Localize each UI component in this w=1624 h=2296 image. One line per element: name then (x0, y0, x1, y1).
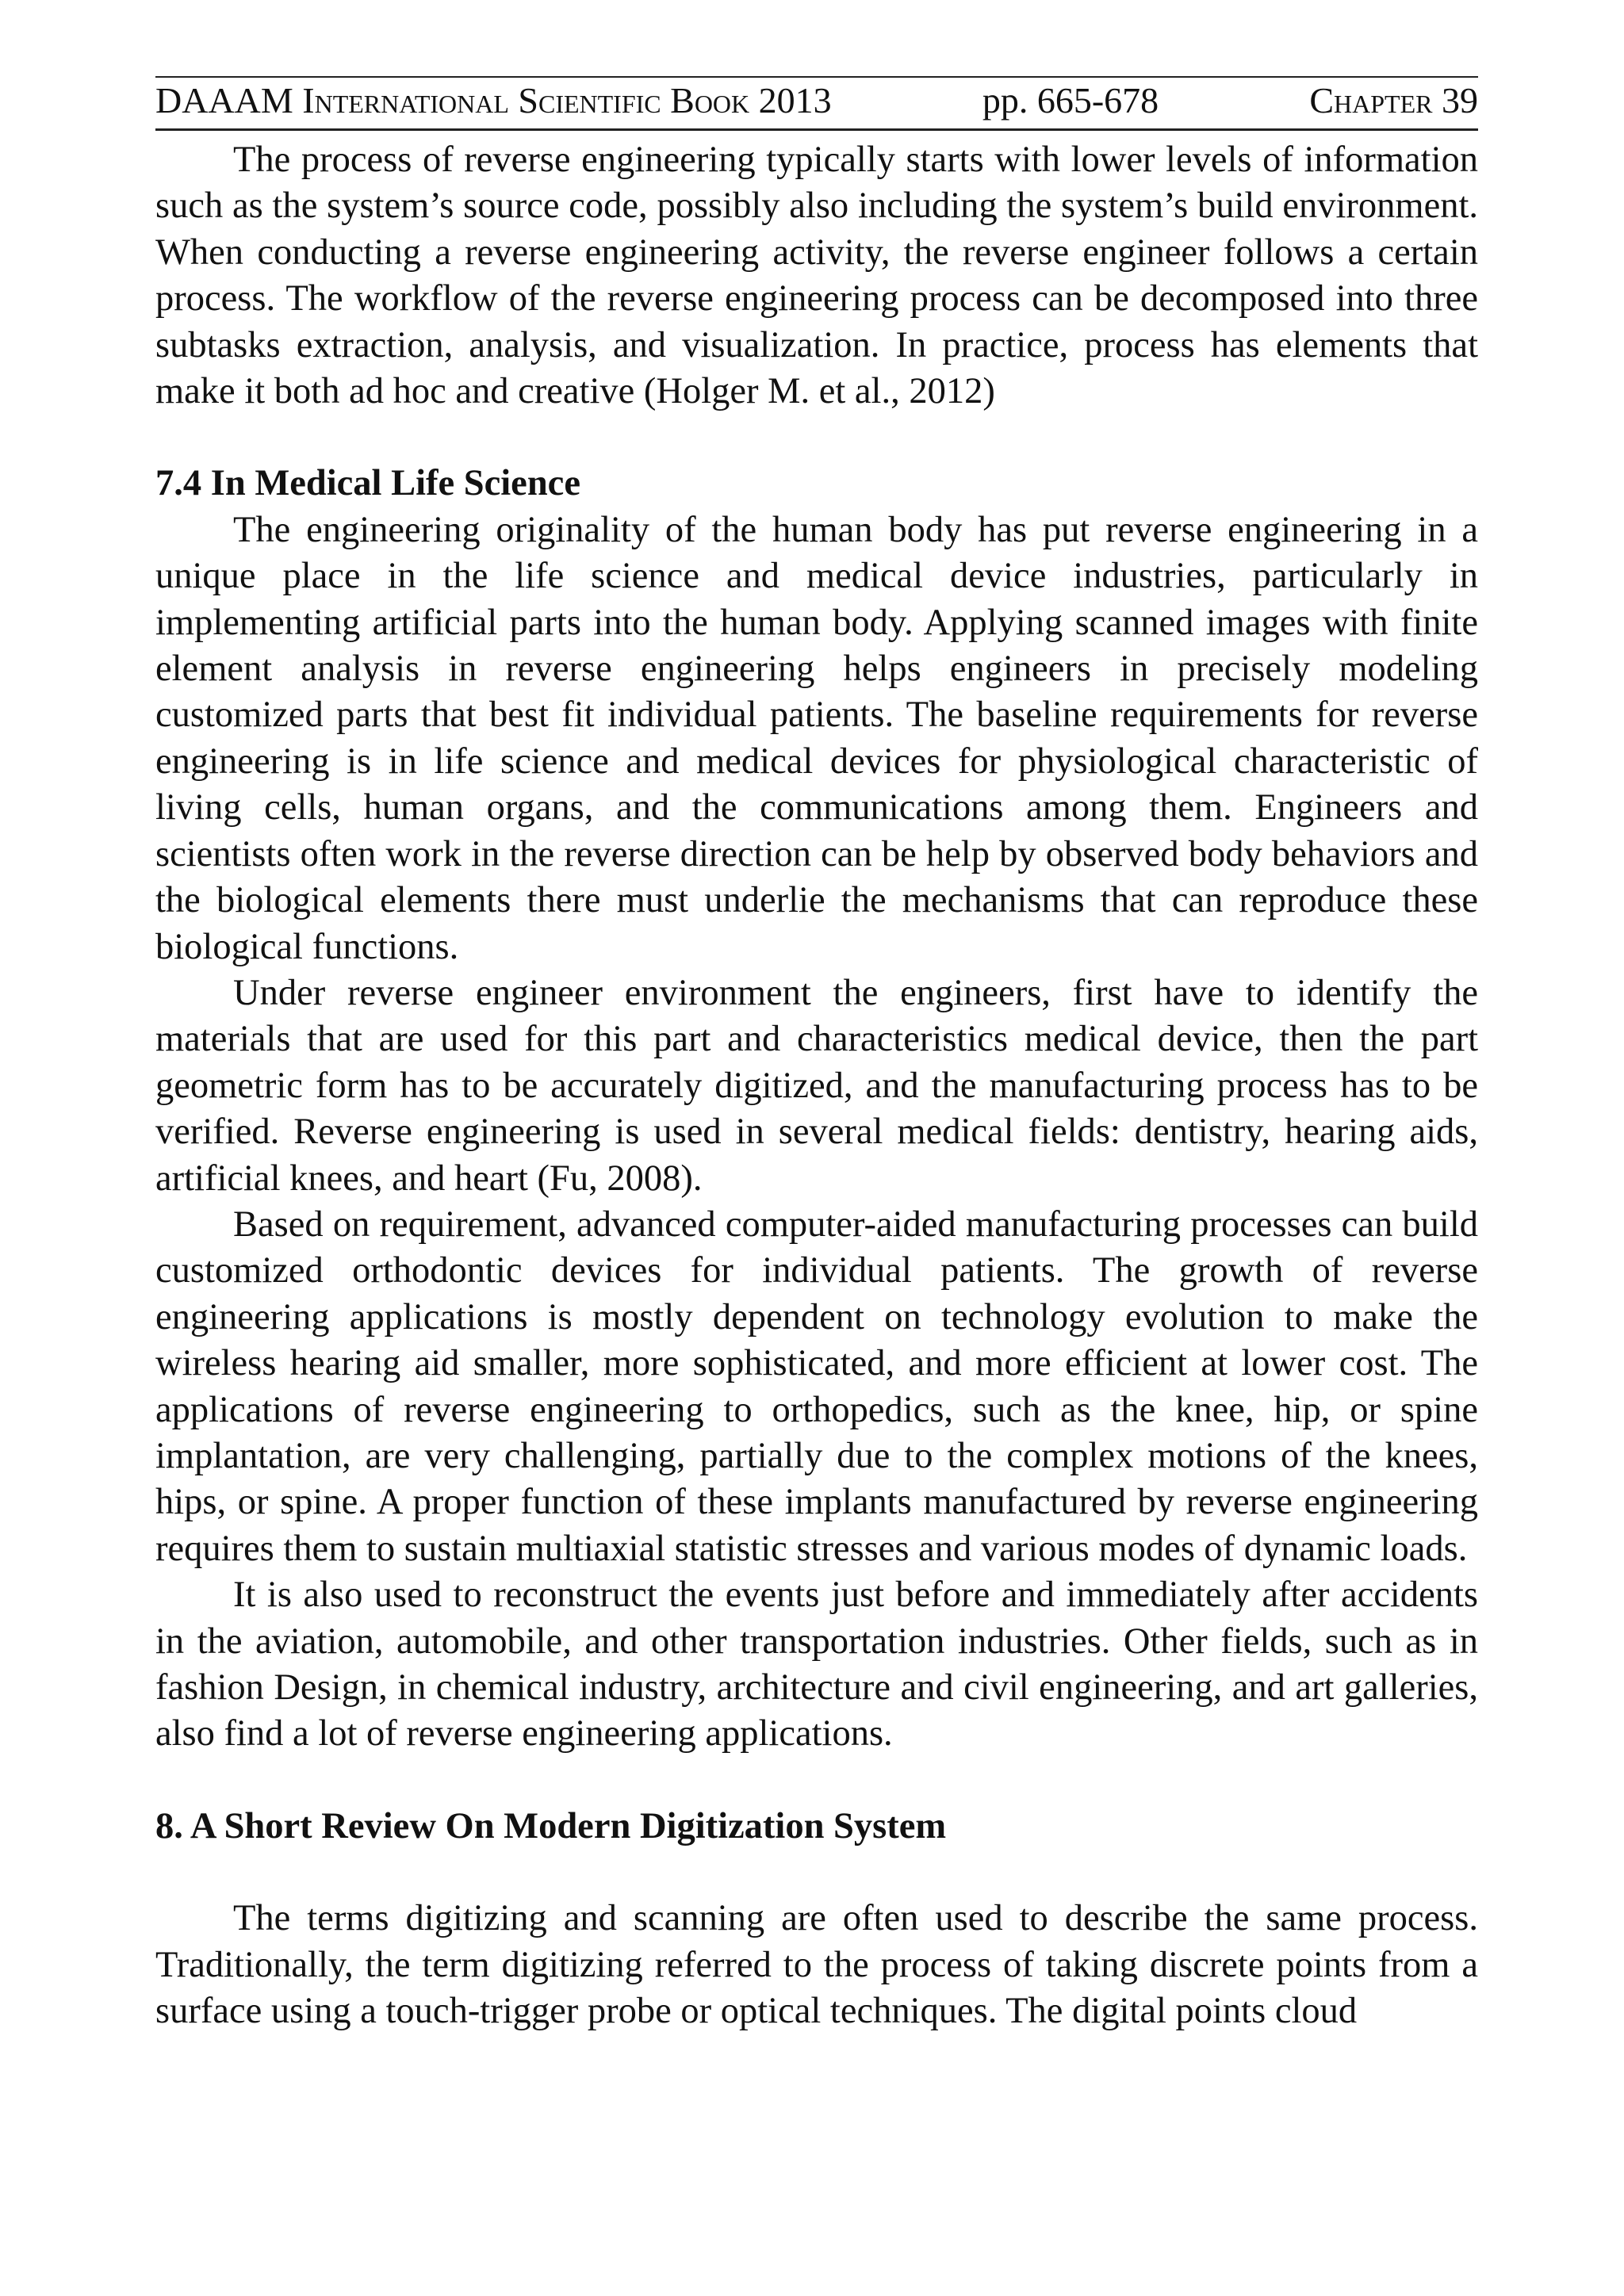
section-heading-8: 8. A Short Review On Modern Digitization System (155, 1805, 947, 1846)
header-rule-bottom (155, 128, 1478, 131)
paragraph-intro: The process of reverse engineering typically starts with lower levels of information such as the system’s source code, possibly also including the system’s build environment. When conducting a reverse engineering activity, the reverse engineer follows a certain process. The workflow of the reverse engineering process can be decomposed into three subtasks extraction, analysis, and visualization. In practice, process has elements that make it both ad hoc and creative (Holger M. et al., 2012) (155, 140, 1478, 412)
running-head-book: DAAAM International Scientific Book 2013 (155, 80, 832, 121)
paragraph-7-4-4: It is also used to reconstruct the events just before and immediately after accidents in the aviation, automobile, and other transportation industries. Other fields, such as in fashion Design, in chemical industry, architecture and civil engineering, and art galleries, also find a lot of reverse engineering applications. (155, 1575, 1478, 1755)
paragraph-7-4-1: The engineering originality of the human body has put reverse engineering in a unique place in the life science and medical device industries, particularly in implementing artificial parts into the human body. Applying scanned images with finite element analysis in reverse engineering helps engineers in precisely modeling customized parts that best fit individual patients. The baseline requirements for reverse engineering is in life science and medical devices for physiological characteristic of living cells, human organs, and the communications among them. Engineers and scientists often work in the reverse direction can be help by observed body behaviors and the biological elements there must underlie the mechanisms that can reproduce these biological functions. (155, 509, 1478, 967)
running-head-pages: pp. 665-678 (982, 80, 1159, 121)
running-head (155, 81, 1478, 125)
header-rule-top (155, 76, 1478, 78)
paragraph-8-1: The terms digitizing and scanning are often used to describe the same process. Traditionally, the term digitizing referred to the process of taking discrete points from a surface using a touch-trigger probe or optical techniques. The digital points cloud (155, 1898, 1478, 2032)
page (155, 76, 1478, 2034)
paragraph-7-4-3: Based on requirement, advanced computer-aided manufacturing processes can build customized orthodontic devices for individual patients. The growth of reverse engineering applications is mostly dependent on technology evolution to make the wireless hearing aid smaller, more sophisticated, and more efficient at lower cost. The applications of reverse engineering to orthopedics, such as the knee, hip, or spine implantation, are very challenging, partially due to the complex motions of the knees, hips, or spine. A proper function of these implants manufactured by reverse engineering requires them to sustain multiaxial statistic stresses and various modes of dynamic loads. (155, 1203, 1478, 1569)
body-text (155, 137, 1478, 2034)
section-heading-7-4: 7.4 In Medical Life Science (155, 463, 580, 504)
section-gap (155, 415, 1478, 461)
running-head-chapter: Chapter 39 (1309, 80, 1478, 121)
section-gap (155, 1850, 1478, 1896)
paragraph-7-4-2: Under reverse engineer environment the engineers, first have to identify the materials that are used for this part and characteristics medical device, then the part geometric form has to be accurately digitized, and the manufacturing process has to be verified. Reverse engineering is used in several medical fields: dentistry, hearing aids, artificial knees, and heart (Fu, 2008). (155, 972, 1478, 1199)
section-gap (155, 1758, 1478, 1804)
